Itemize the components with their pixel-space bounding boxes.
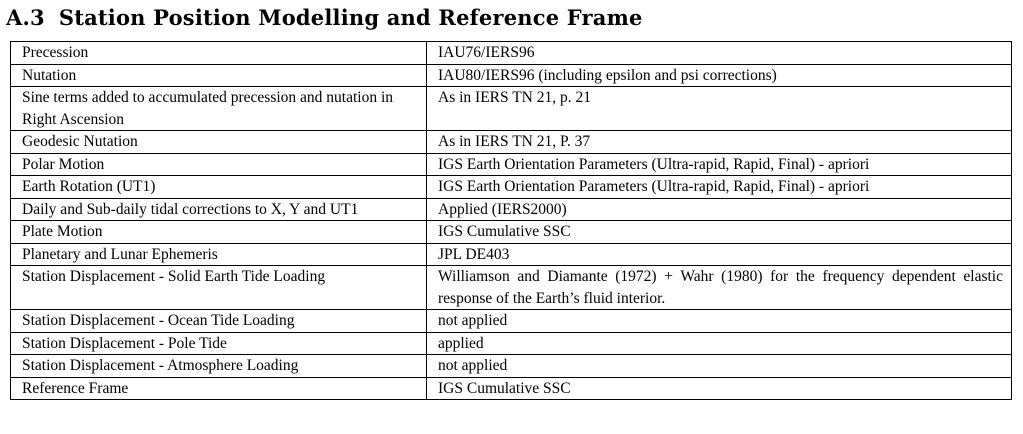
- table-row-sine-terms: [11, 87, 1012, 131]
- row-label: Station Displacement - Solid Earth Tide Loading: [11, 266, 427, 310]
- row-value: IAU80/IERS96 (including epsilon and psi corrections): [427, 64, 1012, 87]
- row-label: Polar Motion: [11, 153, 427, 176]
- table-row-earth-rotation: [11, 176, 1012, 199]
- section-heading: [6, 4, 643, 32]
- table-row-geodesic-nutation: [11, 131, 1012, 154]
- row-label: Station Displacement - Atmosphere Loading: [11, 355, 427, 378]
- row-label: Nutation: [11, 64, 427, 87]
- row-value: JPL DE403: [427, 243, 1012, 266]
- row-value: not applied: [427, 355, 1012, 378]
- table-row-polar-motion: [11, 153, 1012, 176]
- row-label: Sine terms added to accumulated precession and nutation in Right Ascension: [11, 87, 427, 131]
- table-row-ocean-tide: [11, 310, 1012, 333]
- row-value: not applied: [427, 310, 1012, 333]
- table-row-solid-earth-tide: [11, 266, 1012, 310]
- row-value: IGS Cumulative SSC: [427, 221, 1012, 244]
- table-row-reference-frame: [11, 377, 1012, 400]
- row-label: Daily and Sub-daily tidal corrections to X, Y and UT1: [11, 198, 427, 221]
- table-row-precession: [11, 42, 1012, 65]
- row-label: Station Displacement - Ocean Tide Loading: [11, 310, 427, 333]
- row-label: Planetary and Lunar Ephemeris: [11, 243, 427, 266]
- table-row-nutation: [11, 64, 1012, 87]
- row-label: Plate Motion: [11, 221, 427, 244]
- row-label: Station Displacement - Pole Tide: [11, 332, 427, 355]
- row-value: Williamson and Diamante (1972) + Wahr (1980) for the frequency dependent elastic response of the Earth’s fluid interior.: [427, 266, 1012, 310]
- row-value: IGS Earth Orientation Parameters (Ultra-rapid, Rapid, Final) - apriori: [427, 176, 1012, 199]
- row-label: Reference Frame: [11, 377, 427, 400]
- row-value: IGS Earth Orientation Parameters (Ultra-rapid, Rapid, Final) - apriori: [427, 153, 1012, 176]
- row-value: IGS Cumulative SSC: [427, 377, 1012, 400]
- row-value: As in IERS TN 21, P. 37: [427, 131, 1012, 154]
- table-row-ephemeris: [11, 243, 1012, 266]
- row-label: Precession: [11, 42, 427, 65]
- table-row-tidal-corrections: [11, 198, 1012, 221]
- table-row-plate-motion: [11, 221, 1012, 244]
- section-number: A.3: [6, 5, 45, 30]
- row-value: As in IERS TN 21, p. 21: [427, 87, 1012, 131]
- row-label: Earth Rotation (UT1): [11, 176, 427, 199]
- section-title: Station Position Modelling and Reference Frame: [58, 5, 643, 30]
- row-value: IAU76/IERS96: [427, 42, 1012, 65]
- table-row-atmosphere-loading: [11, 355, 1012, 378]
- row-label: Geodesic Nutation: [11, 131, 427, 154]
- row-value: Applied (IERS2000): [427, 198, 1012, 221]
- row-value: applied: [427, 332, 1012, 355]
- model-parameters-table: [10, 41, 1012, 400]
- table-row-pole-tide: [11, 332, 1012, 355]
